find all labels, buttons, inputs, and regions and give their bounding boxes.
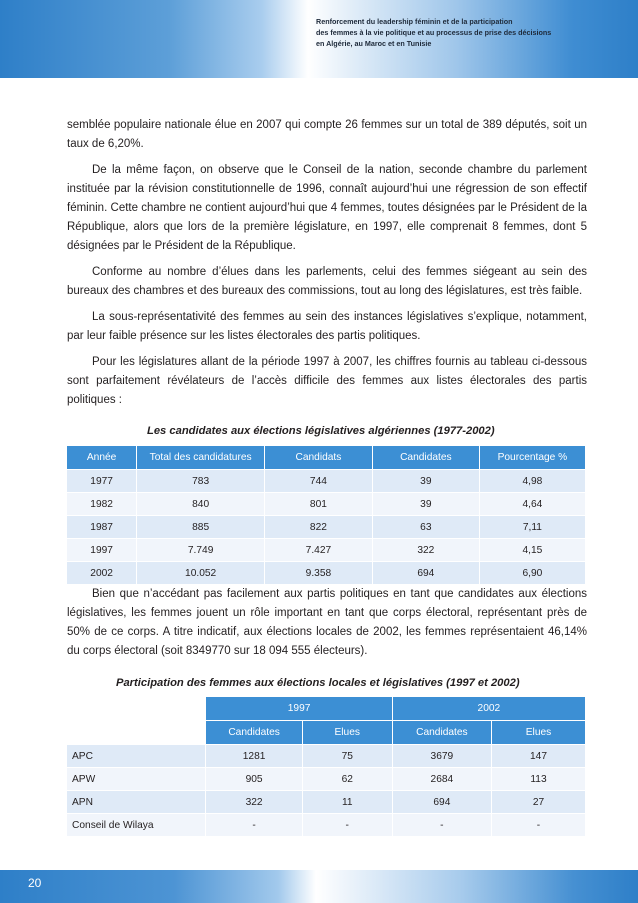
table-cell: 4,98 xyxy=(479,470,585,493)
candidates-table xyxy=(67,446,586,584)
table-cell: 62 xyxy=(302,768,392,791)
paragraph: La sous-représentativité des femmes au sein des instances législatives s’explique, notamment, par leur faible présence sur les listes électorales des partis politiques. xyxy=(67,311,587,342)
running-header xyxy=(316,16,616,49)
empty-header-cell xyxy=(67,721,206,745)
table-cell: 2684 xyxy=(392,768,491,791)
table1-caption: Les candidates aux élections législatives algériennes (1977-2002) xyxy=(147,425,495,437)
table-cell: - xyxy=(492,814,586,837)
column-header: Elues xyxy=(492,721,586,745)
table-cell: 9.358 xyxy=(265,562,373,585)
table-cell: 322 xyxy=(206,791,302,814)
table-cell: 39 xyxy=(372,493,479,516)
table-cell: 744 xyxy=(265,470,373,493)
column-header: Total des candidatures xyxy=(137,446,265,470)
body-text xyxy=(67,116,587,417)
paragraph: De la même façon, on observe que le Conseil de la nation, seconde chambre du parlement instituée par la révision constitutionnelle de 1996, connaît aujourd’hui une régression de son effectif féminin. Cette chambre ne contient aujourd’hui que 4 femmes, toutes désignées par le Président de la République, alors que lors de la première législature, en 1997, elle comprenait 8 femmes, dont 5 désignées par le Président de la République. xyxy=(67,164,587,252)
table-header-row xyxy=(67,446,586,470)
table-cell: 4,64 xyxy=(479,493,585,516)
table-cell: 75 xyxy=(302,745,392,768)
table-cell: 7.427 xyxy=(265,539,373,562)
paragraph: semblée populaire nationale élue en 2007 qui compte 26 femmes sur un total de 389 députés, soit un taux de 6,20%. xyxy=(67,119,587,150)
column-header: Candidates xyxy=(392,721,491,745)
column-header: Candidats xyxy=(265,446,373,470)
table-row xyxy=(67,745,586,768)
table-cell: 6,90 xyxy=(479,562,585,585)
table2-caption: Participation des femmes aux élections locales et législatives (1997 et 2002) xyxy=(116,677,520,689)
table-cell: 7.749 xyxy=(137,539,265,562)
table-cell: 694 xyxy=(372,562,479,585)
table-cell: 1987 xyxy=(67,516,137,539)
participation-table xyxy=(67,697,586,836)
column-header: Année xyxy=(67,446,137,470)
table-cell: 4,15 xyxy=(479,539,585,562)
column-header: Pourcentage % xyxy=(479,446,585,470)
table-cell: 113 xyxy=(492,768,586,791)
table-row xyxy=(67,791,586,814)
paragraph: Conforme au nombre d’élues dans les parlements, celui des femmes siégeant au sein des bureaux des chambres et des bureaux des commissions, tout au long des législatures, est très faible. xyxy=(67,266,587,297)
paragraph: Pour les législatures allant de la période 1997 à 2007, les chiffres fournis au tableau ci-dessous sont parfaitement révélateurs de l’accès difficile des femmes aux listes électorales des partis politiques : xyxy=(67,356,587,406)
running-header-line: en Algérie, au Maroc et en Tunisie xyxy=(316,39,432,48)
table-cell: 1977 xyxy=(67,470,137,493)
table-row xyxy=(67,768,586,791)
table-row xyxy=(67,562,586,585)
table-cell: 10.052 xyxy=(137,562,265,585)
table-row xyxy=(67,516,586,539)
table-cell: 1982 xyxy=(67,493,137,516)
header-band-left xyxy=(0,0,308,78)
row-label: APC xyxy=(67,745,206,768)
table-cell: 822 xyxy=(265,516,373,539)
table-cell: 1281 xyxy=(206,745,302,768)
year-header: 2002 xyxy=(392,697,585,721)
table-cell: - xyxy=(206,814,302,837)
table-row xyxy=(67,493,586,516)
row-label: APW xyxy=(67,768,206,791)
running-header-line: Renforcement du leadership féminin et de la participation xyxy=(316,17,513,26)
table-cell: 27 xyxy=(492,791,586,814)
table-cell: 885 xyxy=(137,516,265,539)
column-header: Candidates xyxy=(372,446,479,470)
table-cell: 694 xyxy=(392,791,491,814)
column-header: Candidates xyxy=(206,721,302,745)
table-cell: - xyxy=(392,814,491,837)
table-cell: 2002 xyxy=(67,562,137,585)
table-cell: 11 xyxy=(302,791,392,814)
table-header-row xyxy=(67,697,586,721)
running-header-line: des femmes à la vie politique et au processus de prise des décisions xyxy=(316,28,552,37)
body-text-after xyxy=(67,585,587,668)
table-cell: 840 xyxy=(137,493,265,516)
paragraph: Bien que n’accédant pas facilement aux partis politiques en tant que candidates aux élections législatives, les femmes jouent un rôle important en tant que corps électoral, représentant près de 50% de ce corps. A titre indicatif, aux élections locales de 2002, les femmes représentaient 46,14% du corps électoral (soit 8349770 sur 18 094 555 électeurs). xyxy=(67,588,587,657)
table-cell: 39 xyxy=(372,470,479,493)
table-cell: 1997 xyxy=(67,539,137,562)
table-cell: 7,11 xyxy=(479,516,585,539)
year-header: 1997 xyxy=(206,697,392,721)
table-cell: 3679 xyxy=(392,745,491,768)
empty-header-cell xyxy=(67,697,206,721)
table-cell: 801 xyxy=(265,493,373,516)
table-row xyxy=(67,470,586,493)
table-cell: 783 xyxy=(137,470,265,493)
page-number: 20 xyxy=(28,876,42,890)
row-label: Conseil de Wilaya xyxy=(67,814,206,837)
table-cell: - xyxy=(302,814,392,837)
footer-band-right xyxy=(316,870,638,903)
table-cell: 63 xyxy=(372,516,479,539)
table-row xyxy=(67,814,586,837)
column-header: Elues xyxy=(302,721,392,745)
table-row xyxy=(67,539,586,562)
table-subheader-row xyxy=(67,721,586,745)
footer-band-left xyxy=(0,870,316,903)
table-cell: 147 xyxy=(492,745,586,768)
row-label: APN xyxy=(67,791,206,814)
table-cell: 322 xyxy=(372,539,479,562)
table-cell: 905 xyxy=(206,768,302,791)
